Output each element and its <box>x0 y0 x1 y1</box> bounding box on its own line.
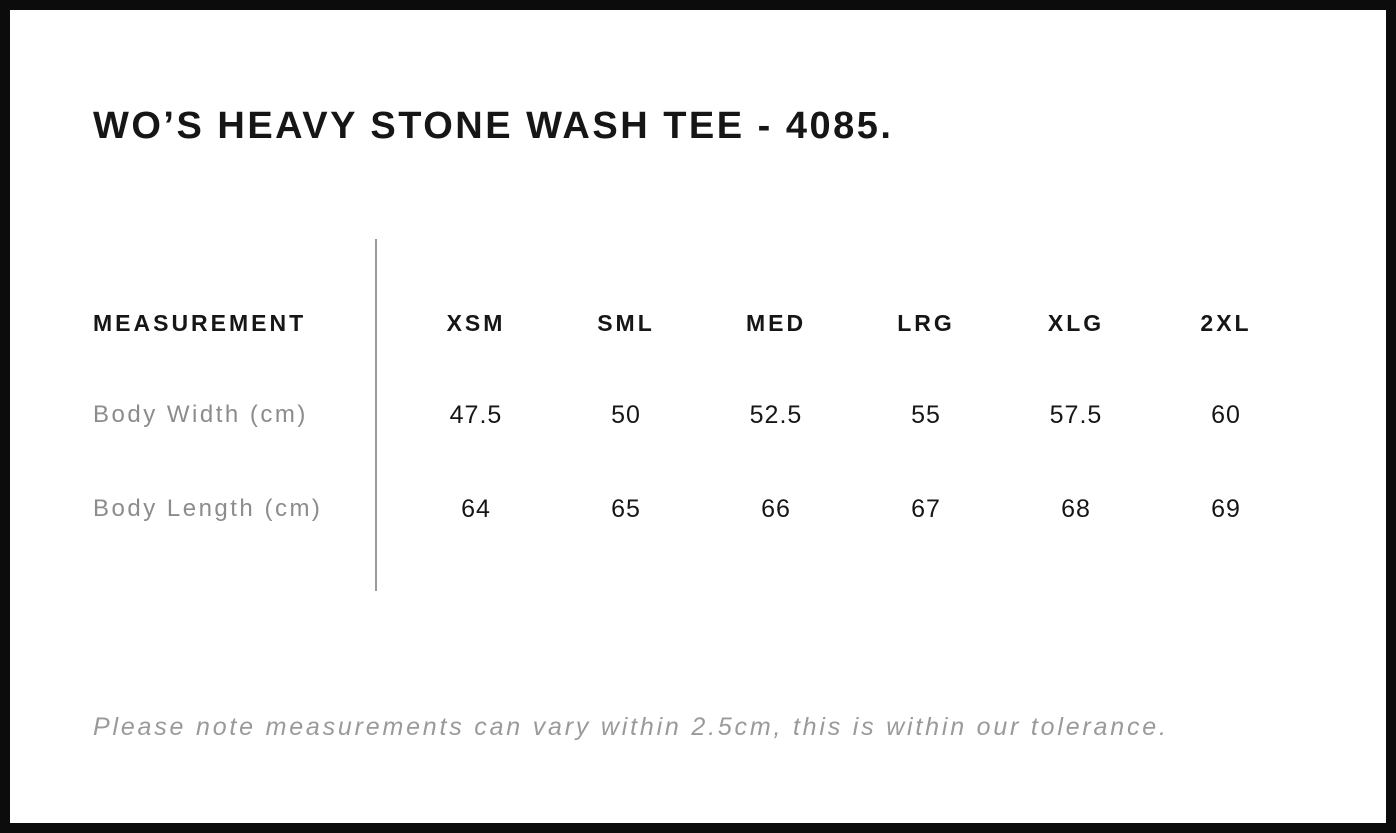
row-label-body-length: Body Length (cm) <box>93 495 323 522</box>
cell-body-length-xlg: 68 <box>1061 494 1091 523</box>
column-header-lrg: LRG <box>897 309 955 336</box>
cell-body-length-xsm: 64 <box>461 494 491 523</box>
column-header-measurement: MEASUREMENT <box>93 309 307 336</box>
table-row-body-width <box>93 395 1301 435</box>
cell-body-width-sml: 50 <box>611 400 641 429</box>
cell-body-length-lrg: 67 <box>911 494 941 523</box>
cell-body-length-sml: 65 <box>611 494 641 523</box>
row-label-body-width: Body Width (cm) <box>93 401 308 428</box>
cell-body-width-lrg: 55 <box>911 400 941 429</box>
cell-body-width-2xl: 60 <box>1211 400 1241 429</box>
cell-body-width-xlg: 57.5 <box>1049 400 1103 429</box>
cell-body-length-med: 66 <box>761 494 791 523</box>
column-header-2xl: 2XL <box>1200 309 1252 336</box>
cell-body-width-med: 52.5 <box>749 400 803 429</box>
table-header-row <box>93 303 1301 343</box>
column-header-med: MED <box>745 309 807 336</box>
cell-body-length-2xl: 69 <box>1211 494 1241 523</box>
table-row-body-length <box>93 489 1301 529</box>
tolerance-note: Please note measurements can vary within 2.5cm, this is within our tolerance. <box>93 713 1169 741</box>
cell-body-width-xsm: 47.5 <box>449 400 503 429</box>
column-header-sml: SML <box>597 309 655 336</box>
column-header-xsm: XSM <box>446 309 506 336</box>
column-header-xlg: XLG <box>1047 309 1105 336</box>
product-title: WO’S HEAVY STONE WASH TEE - 4085. <box>93 105 894 147</box>
